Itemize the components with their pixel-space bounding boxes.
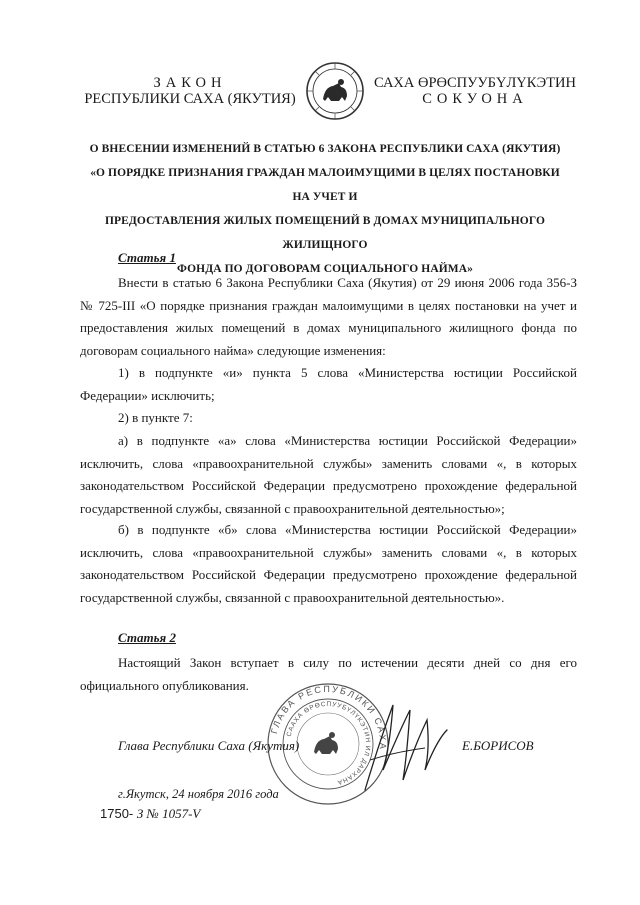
handwritten-signature [355,700,455,795]
header-republic-yakut: САХА ӨРӨСПУУБҮЛҮКЭТИН [374,75,576,91]
seal-outer-text: ГЛАВА РЕСПУБЛИКИ САХА [269,683,389,752]
article-1-heading: Статья 1 [118,250,176,265]
article-1-item-2b: б) в подпункте «б» слова «Министерства юстиции Российской Федерации» исключить, слова «правоохранительной службы» заменить словами «, в которых законодательством Российской Федерации предусмотрено прохождение федеральной государственной службы, связанной с правоохранительной деятельностью». [80,522,577,605]
header-right [370,75,580,107]
article-1-item-1: 1) в подпункте «и» пункта 5 слова «Министерства юстиции Российской Федерации» исключить; [80,365,577,403]
registration-code: З № 1057-V [136,806,201,821]
article-1-item-2: 2) в пункте 7: [118,410,193,425]
signatory-name: Е.БОРИСОВ [462,738,534,753]
article-1-item-2a: а) в подпункте «а» слова «Министерства юстиции Российской Федерации» исключить, слова «правоохранительной службы» заменить словами «, в которых законодательством Российской Федерации предусмотрено прохождение федеральной государственной службы, связанной с правоохранительной деятельностью»; [80,433,577,516]
seal-inner-text: СААХА ӨРӨСПУУБҮЛҮКЭТИН ИЛ ДАРХАНА [285,700,372,786]
article-2-heading: Статья 2 [118,630,176,645]
registration-prefix: 1750- [100,806,134,821]
header-left [80,75,300,107]
title-line: ПРЕДОСТАВЛЕНИЯ ЖИЛЫХ ПОМЕЩЕНИЙ В ДОМАХ МУНИЦИПАЛЬНОГО ЖИЛИЩНОГО [104,215,546,251]
registration-number [100,806,200,822]
header-republic: РЕСПУБЛИКИ САХА (ЯКУТИЯ) [84,91,296,107]
article-2-text: Настоящий Закон вступает в силу по истечении десяти дней со дня его официального опубликования. [80,655,577,693]
header-law-word-yakut: СОКУОНА [422,91,528,107]
place-date: г.Якутск, 24 ноября 2016 года [118,787,279,801]
title-line: ФОНДА ПО ДОГОВОРАМ СОЦИАЛЬНОГО НАЙМА» [177,263,473,275]
coat-of-arms-emblem [305,61,365,121]
title-line: О ВНЕСЕНИИ ИЗМЕНЕНИЙ В СТАТЬЮ 6 ЗАКОНА РЕСПУБЛИКИ САХА (ЯКУТИЯ) [89,143,561,155]
signatory-position: Глава Республики Саха (Якутия) [118,738,300,753]
article-1-intro: Внести в статью 6 Закона Республики Саха (Якутия) от 29 июня 2006 года 356-З № 725-III «О порядке признания граждан малоимущими в целях постановки на учет и предоставления жилых помещений в домах муниципального жилищного фонда по договорам социального найма» следующие изменения: [80,275,577,358]
title-line: «О ПОРЯДКЕ ПРИЗНАНИЯ ГРАЖДАН МАЛОИМУЩИМИ В ЦЕЛЯХ ПОСТАНОВКИ НА УЧЕТ И [90,167,560,203]
header-law-word: ЗАКОН [153,75,227,91]
